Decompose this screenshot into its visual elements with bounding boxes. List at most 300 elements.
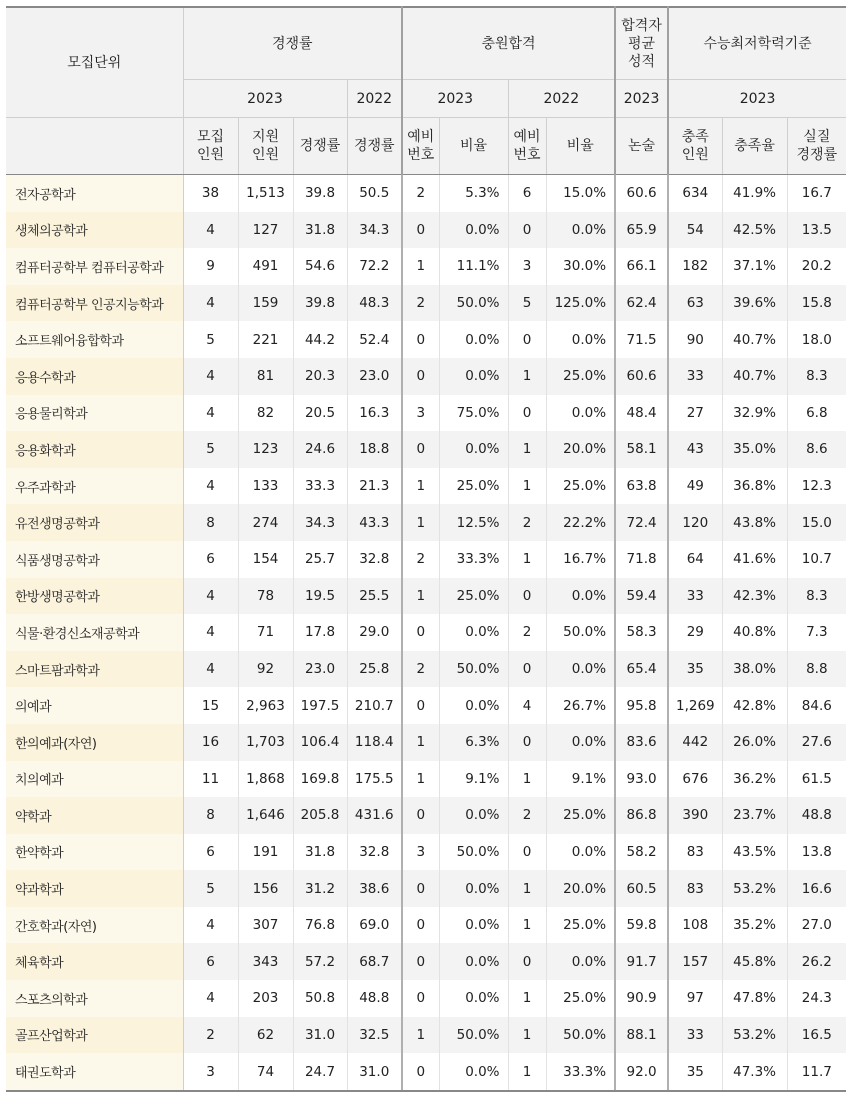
cell-real-competition: 8.3 (787, 578, 846, 615)
cell-real-competition: 16.5 (787, 1017, 846, 1054)
cell-unit-name: 한의예과(자연) (6, 724, 183, 761)
cell-real-competition: 12.3 (801, 478, 832, 495)
cell-competition-2022: 29.0 (347, 614, 402, 651)
cell-waitlist-2023: 1 (402, 761, 439, 798)
cell-competition-2022: 18.8 (347, 431, 402, 468)
cell-met-count: 35 (668, 651, 722, 688)
cell-applicant-count: 1,513 (238, 175, 293, 212)
cell-competition-2022: 38.6 (347, 870, 402, 907)
cell-met-count: 35 (668, 1053, 722, 1091)
cell-recruit-count: 2 (183, 1017, 238, 1054)
header-waitlist-2023: 예비 번호 (402, 118, 439, 175)
cell-unit-name: 전자공학과 (6, 175, 183, 212)
header-ratio-2023: 비율 (439, 118, 508, 175)
table-row (6, 834, 846, 871)
cell-ratio-2023: 9.1% (439, 761, 508, 798)
cell-unit-name: 유전생명공학과 (6, 504, 183, 541)
cell-ratio-2023: 75.0% (439, 395, 508, 432)
cell-waitlist-2022: 1 (508, 358, 546, 395)
cell-recruit-count: 4 (183, 614, 238, 651)
cell-competition-2023: 39.8 (293, 175, 347, 212)
cell-ratio-2023: 0.0% (439, 212, 508, 249)
cell-met-rate: 43.5% (722, 834, 787, 871)
cell-waitlist-2023: 1 (402, 724, 439, 761)
cell-real-competition: 27.6 (787, 724, 846, 761)
cell-met-rate: 36.2% (722, 761, 787, 798)
cell-applicant-count: 191 (238, 834, 293, 871)
header-recruit: 모집 인원 (183, 118, 238, 175)
cell-essay-score: 86.8 (615, 797, 668, 834)
cell-recruit-count: 8 (183, 504, 238, 541)
cell-real-competition: 8.3 (787, 358, 846, 395)
cell-essay-score: 60.6 (615, 175, 668, 212)
table-row (6, 1053, 846, 1091)
cell-ratio-2023: 0.0% (439, 1053, 508, 1091)
cell-ratio-2022: 30.0% (546, 248, 615, 285)
cell-competition-2023: 106.4 (293, 724, 347, 761)
cell-unit-name: 치의예과 (6, 761, 183, 798)
table-row (6, 614, 846, 651)
cell-applicant-count: 156 (238, 870, 293, 907)
header-comp-2022: 경쟁률 (347, 118, 402, 175)
cell-met-count: 49 (668, 468, 722, 505)
cell-waitlist-2022: 2 (508, 797, 546, 834)
cell-met-count: 634 (668, 175, 722, 212)
cell-unit-name: 응용수학과 (6, 358, 183, 395)
cell-real-competition: 6.8 (806, 404, 828, 421)
cell-competition-2022: 34.3 (347, 212, 402, 249)
cell-met-rate: 35.2% (722, 907, 787, 944)
cell-competition-2022: 25.8 (347, 651, 402, 688)
cell-unit-name: 컴퓨터공학부 컴퓨터공학과 (6, 248, 183, 285)
cell-competition-2022: 50.5 (347, 175, 402, 212)
cell-essay-score: 71.8 (615, 541, 668, 578)
cell-applicant-count: 307 (238, 907, 293, 944)
cell-recruit-count: 8 (183, 797, 238, 834)
cell-waitlist-2022: 6 (508, 175, 546, 212)
cell-waitlist-2022: 0 (508, 651, 546, 688)
cell-competition-2023: 24.7 (293, 1053, 347, 1091)
cell-applicant-count: 81 (238, 358, 293, 395)
table-row (6, 395, 846, 432)
cell-competition-2022: 48.3 (347, 285, 402, 322)
cell-essay-score: 95.8 (615, 687, 668, 724)
cell-met-count: 97 (668, 980, 722, 1017)
cell-essay-score: 65.9 (615, 212, 668, 249)
cell-ratio-2023: 11.1% (439, 248, 508, 285)
cell-ratio-2022: 20.0% (546, 870, 615, 907)
cell-waitlist-2022: 4 (508, 687, 546, 724)
cell-competition-2023: 17.8 (293, 614, 347, 651)
cell-ratio-2022: 50.0% (546, 1017, 615, 1054)
cell-unit-name: 체육학과 (6, 943, 183, 980)
cell-met-rate: 47.8% (722, 980, 787, 1017)
table-row (6, 687, 846, 724)
cell-waitlist-2023: 0 (402, 1053, 439, 1091)
cell-applicant-count: 78 (238, 578, 293, 615)
cell-recruit-count: 4 (183, 358, 238, 395)
cell-applicant-count: 62 (238, 1017, 293, 1054)
header-competition: 경쟁률 (183, 7, 402, 80)
cell-met-count: 54 (668, 212, 722, 249)
cell-unit-name: 응용물리학과 (6, 395, 183, 432)
cell-waitlist-2022: 2 (508, 614, 546, 651)
cell-recruit-count: 4 (183, 395, 238, 432)
cell-real-competition: 48.8 (787, 797, 846, 834)
cell-real-competition: 24.3 (801, 990, 832, 1007)
cell-competition-2022: 72.2 (347, 248, 402, 285)
table-row (6, 431, 846, 468)
cell-ratio-2022: 0.0% (546, 212, 615, 249)
cell-waitlist-2023: 1 (402, 578, 439, 615)
cell-ratio-2023: 25.0% (439, 468, 508, 505)
cell-met-rate: 42.8% (722, 687, 787, 724)
cell-met-count: 390 (668, 797, 722, 834)
cell-essay-score: 59.4 (615, 578, 668, 615)
cell-waitlist-2023: 0 (402, 870, 439, 907)
cell-real-competition: 26.2 (787, 943, 846, 980)
cell-met-rate: 26.0% (722, 724, 787, 761)
cell-met-count: 182 (668, 248, 722, 285)
cell-competition-2022: 431.6 (347, 797, 402, 834)
table-row (6, 358, 846, 395)
cell-ratio-2023: 0.0% (439, 980, 508, 1017)
cell-ratio-2023: 12.5% (439, 504, 508, 541)
cell-applicant-count: 491 (238, 248, 293, 285)
header-additional-pass: 충원합격 (402, 7, 615, 80)
cell-unit-name: 약과학과 (6, 870, 183, 907)
cell-applicant-count: 127 (238, 212, 293, 249)
cell-competition-2022: 175.5 (347, 761, 402, 798)
cell-real-competition: 84.6 (801, 697, 832, 714)
cell-met-count: 33 (668, 358, 722, 395)
cell-ratio-2023: 0.0% (439, 321, 508, 358)
cell-waitlist-2022: 1 (508, 468, 546, 505)
cell-recruit-count: 4 (183, 285, 238, 322)
cell-waitlist-2022: 3 (508, 248, 546, 285)
cell-met-rate: 53.2% (722, 1017, 787, 1054)
cell-competition-2023: 57.2 (293, 943, 347, 980)
cell-recruit-count: 4 (183, 907, 238, 944)
cell-ratio-2023: 50.0% (439, 834, 508, 871)
cell-competition-2023: 76.8 (293, 907, 347, 944)
cell-recruit-count: 6 (183, 541, 238, 578)
cell-unit-name: 컴퓨터공학부 인공지능학과 (6, 285, 183, 322)
cell-waitlist-2023: 2 (402, 175, 439, 212)
cell-essay-score: 58.1 (615, 431, 668, 468)
table-row (6, 761, 846, 798)
cell-essay-score: 91.7 (615, 943, 668, 980)
table-row (6, 943, 846, 980)
cell-met-count: 157 (668, 943, 722, 980)
cell-unit-name: 골프산업학과 (6, 1017, 183, 1054)
cell-ratio-2022: 33.3% (546, 1053, 615, 1091)
cell-waitlist-2022: 5 (508, 285, 546, 322)
cell-essay-score: 62.4 (615, 285, 668, 322)
table-row (6, 980, 846, 1017)
cell-recruit-count: 4 (183, 212, 238, 249)
cell-waitlist-2022: 1 (508, 980, 546, 1017)
cell-ratio-2022: 0.0% (546, 395, 615, 432)
cell-waitlist-2022: 1 (508, 1017, 546, 1054)
cell-essay-score: 63.8 (615, 468, 668, 505)
cell-real-competition: 15.8 (787, 285, 846, 322)
cell-met-rate: 35.0% (722, 431, 787, 468)
cell-competition-2023: 44.2 (293, 321, 347, 358)
cell-unit-name: 생체의공학과 (6, 212, 183, 249)
cell-unit-name: 식물·환경신소재공학과 (6, 614, 183, 651)
cell-met-count: 1,269 (668, 687, 722, 724)
cell-waitlist-2022: 1 (508, 870, 546, 907)
cell-met-rate: 42.5% (722, 212, 787, 249)
cell-waitlist-2022: 1 (508, 431, 546, 468)
table-body (6, 175, 846, 1091)
cell-waitlist-2023: 0 (402, 212, 439, 249)
cell-applicant-count: 1,646 (238, 797, 293, 834)
header-grade-2023: 2023 (615, 80, 668, 118)
cell-waitlist-2023: 0 (402, 797, 439, 834)
cell-applicant-count: 1,703 (238, 724, 293, 761)
cell-ratio-2022: 25.0% (546, 358, 615, 395)
cell-ratio-2023: 5.3% (439, 175, 508, 212)
cell-real-competition: 20.2 (801, 258, 832, 275)
cell-applicant-count: 74 (238, 1053, 293, 1091)
cell-competition-2022: 16.3 (347, 395, 402, 432)
cell-waitlist-2023: 2 (402, 285, 439, 322)
cell-essay-score: 93.0 (615, 761, 668, 798)
header-standard-2023: 2023 (668, 80, 846, 118)
cell-competition-2023: 205.8 (293, 797, 347, 834)
cell-ratio-2022: 20.0% (546, 431, 615, 468)
cell-essay-score: 60.6 (615, 358, 668, 395)
cell-competition-2023: 24.6 (293, 431, 347, 468)
cell-competition-2023: 39.8 (293, 285, 347, 322)
cell-applicant-count: 2,963 (238, 687, 293, 724)
cell-applicant-count: 274 (238, 504, 293, 541)
cell-recruit-count: 6 (183, 834, 238, 871)
cell-waitlist-2023: 1 (402, 248, 439, 285)
header-comp-2023: 경쟁률 (293, 118, 347, 175)
cell-met-rate: 41.6% (722, 541, 787, 578)
cell-waitlist-2022: 0 (508, 724, 546, 761)
cell-essay-score: 58.2 (615, 834, 668, 871)
cell-essay-score: 72.4 (615, 504, 668, 541)
cell-met-count: 64 (668, 541, 722, 578)
table-row (6, 797, 846, 834)
cell-met-rate: 40.8% (722, 614, 787, 651)
cell-applicant-count: 133 (238, 468, 293, 505)
cell-waitlist-2023: 0 (402, 358, 439, 395)
table-row (6, 870, 846, 907)
cell-real-competition: 61.5 (801, 770, 832, 787)
cell-real-competition: 18.0 (801, 331, 832, 348)
table-row (6, 541, 846, 578)
cell-ratio-2023: 6.3% (439, 724, 508, 761)
cell-real-competition: 7.3 (806, 624, 828, 641)
cell-recruit-count: 38 (183, 175, 238, 212)
cell-met-rate: 40.7% (722, 358, 787, 395)
cell-real-competition: 11.7 (787, 1053, 846, 1091)
cell-waitlist-2023: 2 (402, 651, 439, 688)
cell-applicant-count: 1,868 (238, 761, 293, 798)
header-unit: 모집단위 (6, 7, 183, 118)
cell-competition-2023: 31.8 (293, 834, 347, 871)
table-row (6, 504, 846, 541)
cell-applicant-count: 82 (238, 395, 293, 432)
cell-met-count: 27 (668, 395, 722, 432)
header-minimum-standard: 수능최저학력기준 (668, 7, 846, 80)
cell-met-rate: 40.7% (722, 321, 787, 358)
cell-waitlist-2022: 0 (508, 578, 546, 615)
header-met-count: 충족 인원 (668, 118, 722, 175)
cell-met-count: 29 (668, 614, 722, 651)
table-row (6, 578, 846, 615)
table-row (6, 468, 846, 505)
cell-applicant-count: 154 (238, 541, 293, 578)
cell-ratio-2022: 22.2% (546, 504, 615, 541)
header-essay: 논술 (615, 118, 668, 175)
table-row (6, 175, 846, 212)
cell-essay-score: 90.9 (615, 980, 668, 1017)
cell-unit-name: 의예과 (6, 687, 183, 724)
cell-unit-name: 한방생명공학과 (6, 578, 183, 615)
cell-unit-name: 우주과학과 (6, 468, 183, 505)
cell-recruit-count: 11 (183, 761, 238, 798)
cell-recruit-count: 5 (183, 321, 238, 358)
table-row (6, 248, 846, 285)
cell-competition-2022: 43.3 (347, 504, 402, 541)
cell-met-rate: 47.3% (722, 1053, 787, 1091)
cell-waitlist-2023: 0 (402, 943, 439, 980)
cell-recruit-count: 5 (183, 431, 238, 468)
cell-waitlist-2023: 2 (402, 541, 439, 578)
cell-competition-2023: 34.3 (293, 504, 347, 541)
cell-competition-2022: 118.4 (347, 724, 402, 761)
cell-ratio-2023: 0.0% (439, 943, 508, 980)
cell-met-count: 83 (668, 834, 722, 871)
cell-recruit-count: 9 (183, 248, 238, 285)
cell-met-rate: 42.3% (722, 578, 787, 615)
cell-competition-2023: 23.0 (293, 651, 347, 688)
cell-real-competition: 16.7 (801, 185, 832, 202)
cell-competition-2023: 31.0 (293, 1017, 347, 1054)
cell-competition-2023: 20.5 (293, 395, 347, 432)
cell-ratio-2022: 16.7% (546, 541, 615, 578)
cell-essay-score: 58.3 (615, 614, 668, 651)
cell-real-competition: 16.6 (787, 870, 846, 907)
cell-essay-score: 66.1 (615, 248, 668, 285)
cell-competition-2023: 54.6 (293, 248, 347, 285)
cell-met-count: 33 (668, 578, 722, 615)
cell-competition-2022: 69.0 (347, 907, 402, 944)
cell-competition-2022: 23.0 (347, 358, 402, 395)
cell-competition-2022: 52.4 (347, 321, 402, 358)
cell-unit-name: 소프트웨어융합학과 (6, 321, 183, 358)
header-competition-2023: 2023 (183, 80, 347, 118)
cell-applicant-count: 221 (238, 321, 293, 358)
cell-ratio-2023: 50.0% (439, 285, 508, 322)
header-apply: 지원 인원 (238, 118, 293, 175)
cell-applicant-count: 71 (238, 614, 293, 651)
cell-competition-2022: 68.7 (347, 943, 402, 980)
cell-recruit-count: 4 (183, 468, 238, 505)
cell-unit-name: 약학과 (6, 797, 183, 834)
cell-waitlist-2022: 0 (508, 395, 546, 432)
cell-competition-2023: 19.5 (293, 578, 347, 615)
cell-met-count: 676 (668, 761, 722, 798)
cell-applicant-count: 203 (238, 980, 293, 1017)
cell-met-rate: 37.1% (722, 248, 787, 285)
header-row-groups (6, 7, 846, 80)
cell-essay-score: 92.0 (615, 1053, 668, 1091)
cell-ratio-2023: 0.0% (439, 358, 508, 395)
cell-essay-score: 88.1 (615, 1017, 668, 1054)
cell-waitlist-2022: 1 (508, 761, 546, 798)
cell-essay-score: 60.5 (615, 870, 668, 907)
cell-competition-2023: 33.3 (293, 468, 347, 505)
cell-competition-2022: 31.0 (347, 1053, 402, 1091)
cell-met-count: 33 (668, 1017, 722, 1054)
cell-competition-2023: 20.3 (293, 358, 347, 395)
cell-ratio-2023: 0.0% (439, 687, 508, 724)
cell-essay-score: 71.5 (615, 321, 668, 358)
cell-waitlist-2022: 0 (508, 943, 546, 980)
cell-essay-score: 65.4 (615, 651, 668, 688)
cell-waitlist-2022: 2 (508, 504, 546, 541)
cell-met-rate: 43.8% (722, 504, 787, 541)
table-row (6, 212, 846, 249)
cell-real-competition: 13.8 (801, 843, 832, 860)
admission-results-table (6, 6, 846, 1092)
header-unit-spacer (6, 118, 183, 175)
cell-competition-2022: 25.5 (347, 578, 402, 615)
cell-met-rate: 45.8% (722, 943, 787, 980)
cell-unit-name: 스마트팜과학과 (6, 651, 183, 688)
cell-recruit-count: 5 (183, 870, 238, 907)
cell-waitlist-2023: 0 (402, 907, 439, 944)
cell-recruit-count: 3 (183, 1053, 238, 1091)
cell-real-competition: 8.6 (787, 431, 846, 468)
cell-recruit-count: 15 (183, 687, 238, 724)
cell-competition-2022: 48.8 (347, 980, 402, 1017)
cell-essay-score: 83.6 (615, 724, 668, 761)
cell-ratio-2022: 0.0% (546, 943, 615, 980)
cell-waitlist-2023: 3 (402, 834, 439, 871)
cell-recruit-count: 16 (183, 724, 238, 761)
cell-unit-name: 응용화학과 (6, 431, 183, 468)
cell-met-rate: 39.6% (722, 285, 787, 322)
cell-applicant-count: 159 (238, 285, 293, 322)
cell-waitlist-2023: 1 (402, 1017, 439, 1054)
table-header (6, 7, 846, 175)
table-row (6, 724, 846, 761)
header-real-competition: 실질 경쟁률 (787, 118, 846, 175)
table-row (6, 321, 846, 358)
cell-competition-2023: 197.5 (293, 687, 347, 724)
cell-met-count: 120 (668, 504, 722, 541)
cell-recruit-count: 4 (183, 578, 238, 615)
cell-essay-score: 59.8 (615, 907, 668, 944)
header-additional-2023: 2023 (402, 80, 508, 118)
cell-unit-name: 스포츠의학과 (6, 980, 183, 1017)
cell-ratio-2022: 0.0% (546, 321, 615, 358)
cell-competition-2023: 31.2 (293, 870, 347, 907)
cell-real-competition: 27.0 (801, 917, 832, 934)
cell-ratio-2022: 25.0% (546, 907, 615, 944)
cell-ratio-2023: 33.3% (439, 541, 508, 578)
cell-competition-2023: 50.8 (293, 980, 347, 1017)
cell-ratio-2023: 0.0% (439, 870, 508, 907)
